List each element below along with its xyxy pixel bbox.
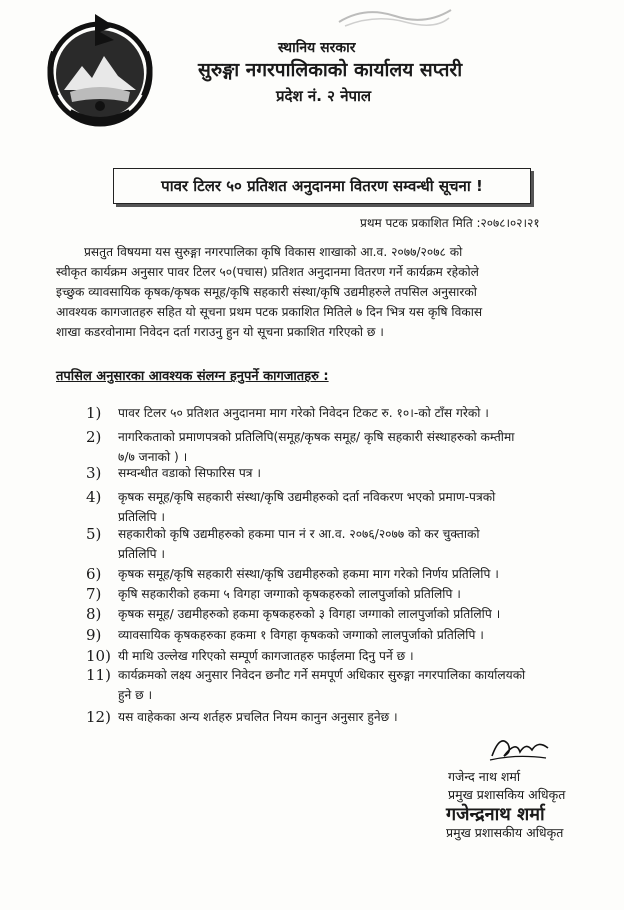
item-text: प्रतिलिपि । <box>118 547 166 561</box>
body-line: प्रसतुत विषयमा यस सुरुङ्गा नगरपालिका कृषि विकास शाखाको आ.व. २०७७/२०७८ को <box>84 245 463 259</box>
signatory-stamp-name: गजेन्द्रनाथ शर्मा <box>446 804 545 825</box>
item-number: 6) <box>86 565 102 583</box>
required-documents-heading: तपसिल अनुसारका आवश्यक संलग्न हनुपर्ने कागजातहरु : <box>56 369 329 384</box>
item-number: 10) <box>86 647 111 665</box>
publication-date: प्रथम पटक प्रकाशित मिति :२०७८।०२।२१ <box>360 216 540 230</box>
signatory-name: गजेन्द नाथ शर्मा <box>448 769 521 784</box>
body-line: आवश्यक कागजातहरु सहित यो सूचना प्रथम पटक प्रकाशित मितिले ७ दिन भित्र यस कृषि विकास <box>56 305 483 319</box>
item-number: 12) <box>86 708 111 726</box>
header-local-government: स्थानिय सरकार <box>278 40 356 56</box>
item-number: 1) <box>86 404 102 422</box>
item-text: कृषक समूह/ उद्यमीहरुको हकमा कृषकहरुको ३ विगहा जग्गाको लालपुर्जाको प्रतिलिपि । <box>118 607 501 621</box>
body-line: शाखा कडरवोनामा निवेदन दर्ता गराउनु हुन यो सूचना प्रकाशित गरिएको छ । <box>56 325 384 339</box>
item-number: 3) <box>86 464 102 482</box>
nepal-emblem-icon <box>40 12 160 130</box>
item-text: पावर टिलर ५० प्रतिशत अनुदानमा माग गरेको निवेदन टिकट रु. १०।-को टाँस गरेको । <box>118 406 489 420</box>
signatory-stamp-designation: प्रमुख प्रशासकीय अधिकृत <box>446 825 564 840</box>
signature-icon <box>486 730 556 764</box>
header-office-name: सुरुङ्गा नगरपालिकाको कार्यालय सप्तरी <box>198 59 463 81</box>
notice-title: पावर टिलर ५० प्रतिशत अनुदानमा वितरण सम्वन्धी सूचना ! <box>113 168 531 204</box>
item-text: सहकारीको कृषि उद्यमीहरुको हकमा पान नं र आ.व. २०७६/२०७७ को कर चुक्ताको <box>118 527 480 541</box>
item-text: प्रतिलिपि । <box>118 510 166 524</box>
item-text: यी माथि उल्लेख गरिएको सम्पूर्ण कागजातहरु फाईलमा दिनु पर्ने छ । <box>118 649 414 663</box>
header-province: प्रदेश नं. २ नेपाल <box>276 87 372 105</box>
item-text: कृषक समूह/कृषि सहकारी संस्था/कृषि उद्यमीहरुको दर्ता नविकरण भएको प्रमाण-पत्रको <box>118 490 496 504</box>
body-line: इच्छुक व्यावसायिक कृषक/कृषक समूह/कृषि सहकारी संस्था/कृषि उद्यमीहरुले तपसिल अनुसारको <box>56 285 477 299</box>
item-text: सम्वन्धीत वडाको सिफारिस पत्र । <box>118 466 262 480</box>
item-text: व्यावसायिक कृषकहरुका हकमा १ विगहा कृषकको जग्गाको लालपुर्जाको प्रतिलिपि । <box>118 628 484 642</box>
item-number: 5) <box>86 525 102 543</box>
item-text: नागरिकताको प्रमाणपत्रको प्रतिलिपि(समूह/कृषक समूह/ कृषि सहकारी संस्थाहरुको कम्तीमा <box>118 430 515 444</box>
item-text: यस वाहेकका अन्य शर्तहरु प्रचलित नियम कानुन अनुसार हुनेछ । <box>118 710 398 724</box>
notice-body <box>56 242 610 342</box>
item-text: हुने छ । <box>118 688 153 702</box>
official-stamp-icon <box>335 2 455 28</box>
item-number: 2) <box>86 428 102 446</box>
item-number: 11) <box>86 666 111 684</box>
item-number: 8) <box>86 605 102 623</box>
item-number: 9) <box>86 626 102 644</box>
item-text: ७/७ जनाको ) । <box>118 450 188 464</box>
item-number: 7) <box>86 585 102 603</box>
body-line: स्वीकृत कार्यक्रम अनुसार पावर टिलर ५०(पचास) प्रतिशत अनुदानमा वितरण गर्ने कार्यक्रम रहेकोले <box>56 265 479 279</box>
item-text: कार्यक्रमको लक्ष्य अनुसार निवेदन छनौट गर्ने समपूर्ण अधिकार सुरुङ्गा नगरपालिका कार्यालयको <box>118 668 526 682</box>
item-text: कृषक समूह/कृषि सहकारी संस्था/कृषि उद्यमीहरुको हकमा माग गरेको निर्णय प्रतिलिपि । <box>118 567 499 581</box>
item-text: कृषि सहकारीको हकमा ५ विगहा जग्गाको कृषकहरुको लालपुर्जाको प्रतिलिपि । <box>118 587 461 601</box>
item-number: 4) <box>86 488 102 506</box>
signatory-designation: प्रमुख प्रशासकिय अधिकृत <box>448 787 566 802</box>
